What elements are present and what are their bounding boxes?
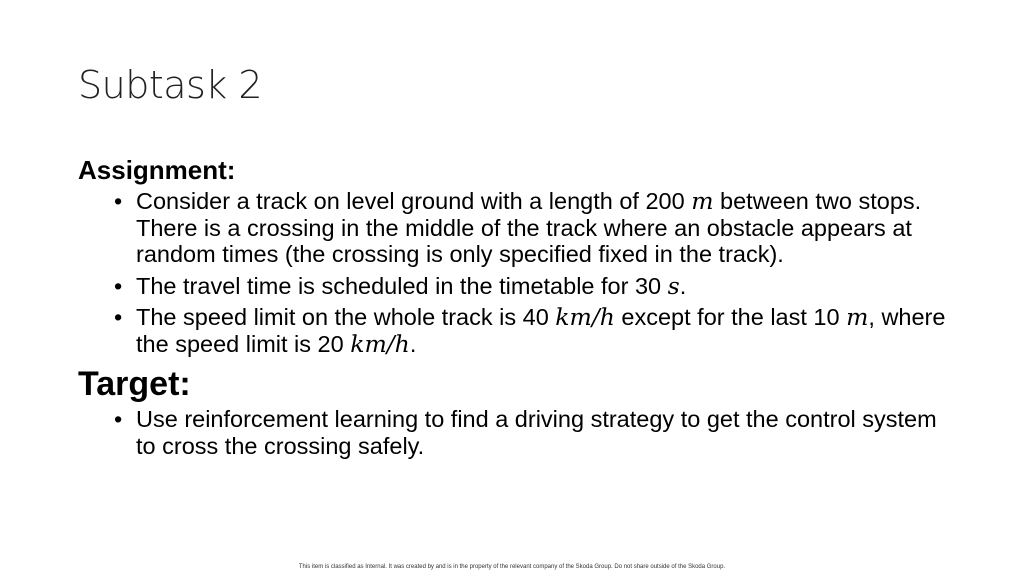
classification-footer: This item is classified as Internal. It was created by and is in the property of the relevant company of the Skoda Group. Do not share outside of the Skoda Group. (298, 564, 726, 570)
math-unit: s (667, 271, 680, 300)
assignment-item-travel-time (136, 273, 958, 300)
bullet-text: except for the last 10 (614, 304, 847, 330)
bullet-text: Use reinforcement learning to find a driving strategy to get the control system to cross the crossing safely. (136, 406, 937, 459)
bullet-text: The travel time is scheduled in the timetable for 30 (136, 272, 668, 299)
bullet-text: , where the speed limit is 20 (136, 304, 946, 357)
slide-body (78, 152, 958, 464)
slide-title: Subtask 2 (78, 63, 263, 107)
bullet-text: . (409, 330, 417, 357)
bullet-text: The speed limit on the whole track is 40 (136, 304, 556, 330)
assignment-item-speed-limit (136, 304, 958, 357)
target-item-rl (136, 406, 958, 459)
bullet-text: . (679, 272, 687, 299)
math-unit: m (846, 303, 869, 331)
math-unit: km/h (350, 329, 410, 358)
target-list (78, 406, 958, 459)
assignment-list (78, 188, 958, 357)
assignment-item-track (136, 188, 958, 268)
math-unit: m (691, 187, 714, 215)
math-unit: km/h (555, 303, 615, 331)
assignment-heading: Assignment: (78, 155, 236, 185)
bullet-text: Consider a track on level ground with a length of 200 (136, 188, 692, 214)
bullet-text: between two stops. There is a crossing in the middle of the track where an obstacle appears at random times (the crossing is only specified fixed in the track). (136, 188, 922, 267)
target-heading: Target: (78, 365, 191, 403)
